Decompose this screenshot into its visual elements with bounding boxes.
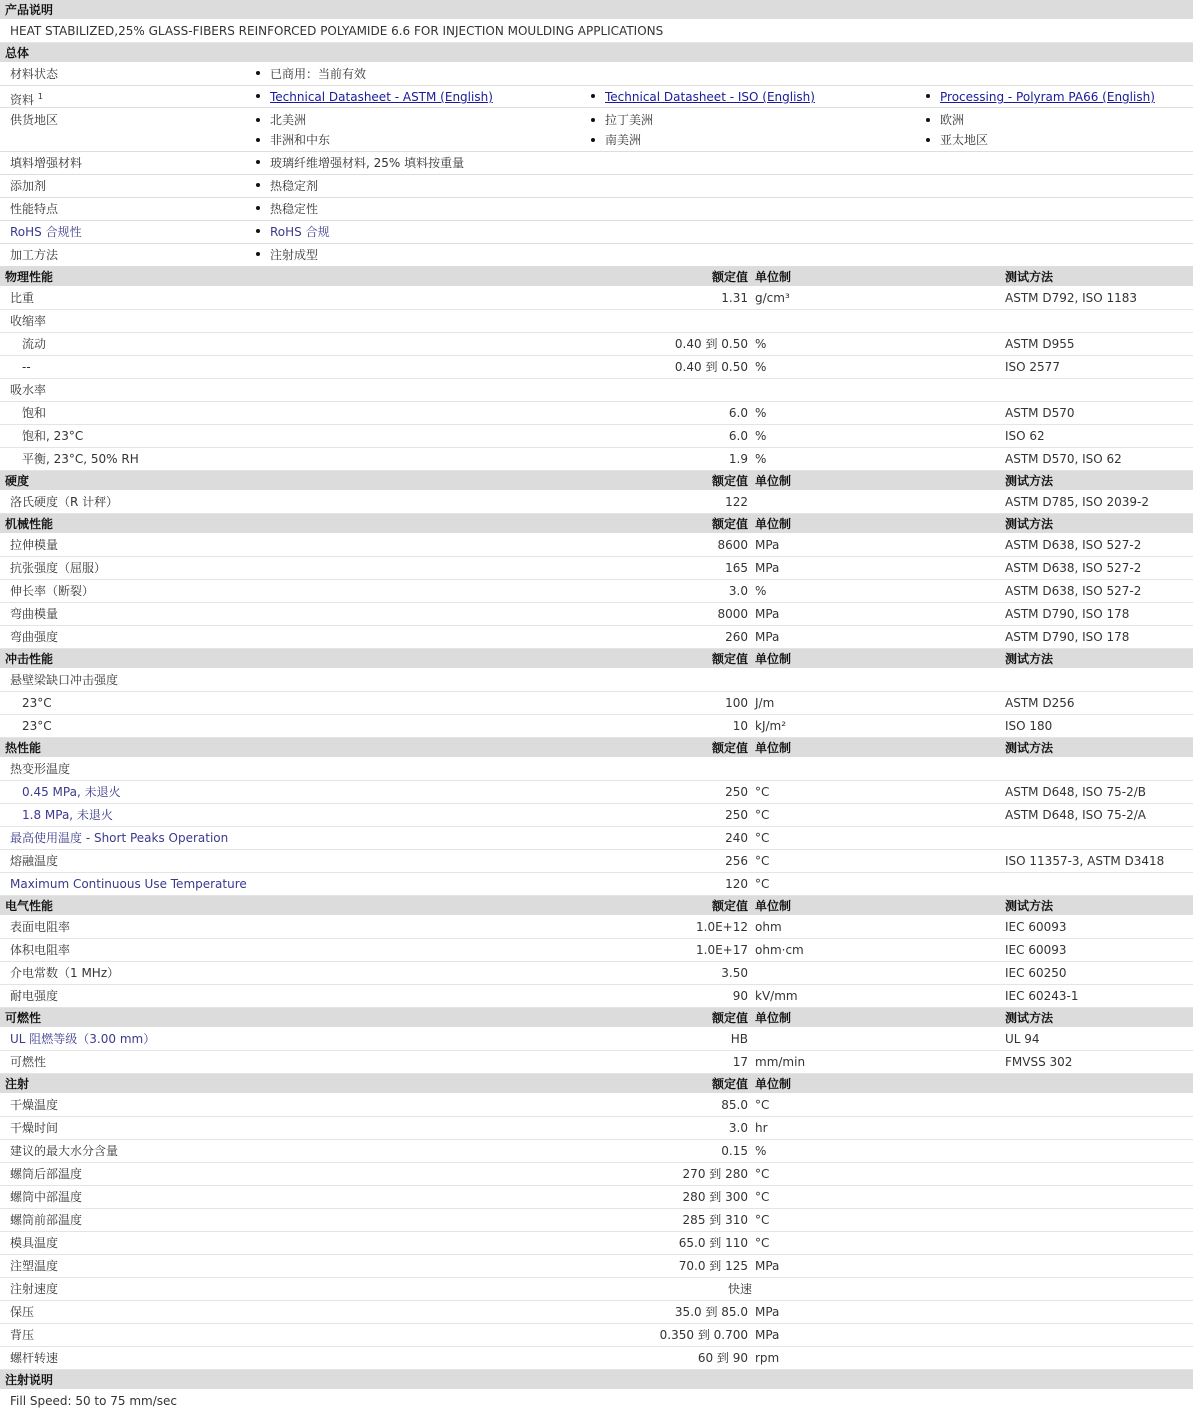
property-value: 65.0 到 110 xyxy=(678,1236,748,1250)
property-row xyxy=(0,1163,1193,1186)
processing-value: 注射成型 xyxy=(255,244,318,267)
label-text: 资料 xyxy=(10,93,35,107)
general-row-documents xyxy=(0,86,1193,108)
property-row xyxy=(0,1255,1193,1278)
property-value: 3.50 xyxy=(721,966,748,980)
section-title: 总体 xyxy=(5,46,30,60)
property-value: 1.0E+17 xyxy=(696,943,748,957)
unit-column-header: 单位制 xyxy=(755,652,792,666)
property-label: 弯曲强度 xyxy=(10,630,59,644)
section-header-injection-notes xyxy=(0,1370,1193,1390)
property-label: 0.45 MPa, 未退火 xyxy=(22,785,121,799)
value-column-header: 额定值 xyxy=(711,270,748,284)
property-row xyxy=(0,333,1193,356)
property-label: -- xyxy=(22,360,31,374)
footnote-marker: 1 xyxy=(37,92,43,101)
property-value: 6.0 xyxy=(728,429,748,443)
property-value: 1.0E+12 xyxy=(696,920,748,934)
property-unit: MPa xyxy=(755,607,780,621)
value-column-header: 额定值 xyxy=(711,474,748,488)
property-label: 拉伸模量 xyxy=(10,538,59,552)
property-value: 250 xyxy=(725,785,748,799)
property-row xyxy=(0,1324,1193,1347)
property-unit: °C xyxy=(755,877,770,891)
property-unit: °C xyxy=(755,1167,770,1181)
doc-link-iso[interactable]: Technical Datasheet - ISO (English) xyxy=(605,90,815,104)
property-row xyxy=(0,939,1193,962)
property-unit: % xyxy=(755,429,767,443)
general-row-availability xyxy=(0,108,1193,152)
property-label: 体积电阻率 xyxy=(10,943,71,957)
property-unit: rpm xyxy=(755,1351,780,1365)
property-row xyxy=(0,448,1193,471)
property-row xyxy=(0,985,1193,1008)
property-unit: ohm·cm xyxy=(755,943,804,957)
value-column-header: 额定值 xyxy=(711,517,748,531)
property-value: 280 到 300 xyxy=(682,1190,748,1204)
property-label: 比重 xyxy=(10,291,35,305)
property-row xyxy=(0,827,1193,850)
property-row xyxy=(0,287,1193,310)
row-label: 添加剂 xyxy=(10,179,47,193)
property-label: 螺筒前部温度 xyxy=(10,1213,83,1227)
property-value: 0.40 到 0.50 xyxy=(674,337,748,351)
property-unit: mm/min xyxy=(755,1055,806,1069)
value-column-header: 额定值 xyxy=(711,741,748,755)
property-row xyxy=(0,626,1193,649)
section-title: 电气性能 xyxy=(5,899,54,913)
features-value: 热稳定性 xyxy=(255,198,318,221)
property-value: 60 到 90 xyxy=(697,1351,748,1365)
doc-link-astm[interactable]: Technical Datasheet - ASTM (English) xyxy=(270,90,493,104)
property-value: 240 xyxy=(725,831,748,845)
property-value: 3.0 xyxy=(728,1121,748,1135)
property-unit: g/cm³ xyxy=(755,291,790,305)
property-value: 250 xyxy=(725,808,748,822)
property-value: 1.9 xyxy=(728,452,748,466)
method-column-header: 测试方法 xyxy=(1005,741,1054,755)
property-unit: MPa xyxy=(755,561,780,575)
property-group-row xyxy=(0,379,1193,402)
property-unit: % xyxy=(755,406,767,420)
property-label: Maximum Continuous Use Temperature xyxy=(10,877,247,891)
property-value: 17 xyxy=(732,1055,748,1069)
bullet-item xyxy=(590,86,815,108)
property-unit: °C xyxy=(755,1190,770,1204)
property-unit: °C xyxy=(755,808,770,822)
property-value: 0.350 到 0.700 xyxy=(659,1328,748,1342)
section-header-thermal xyxy=(0,738,1193,758)
property-row xyxy=(0,781,1193,804)
section-title: 注射 xyxy=(5,1077,30,1091)
property-row xyxy=(0,1117,1193,1140)
test-method: ASTM D256 xyxy=(1005,696,1075,710)
property-label: 干燥温度 xyxy=(10,1098,59,1112)
property-value: 260 xyxy=(725,630,748,644)
value-column-header: 额定值 xyxy=(711,1011,748,1025)
property-row xyxy=(0,1051,1193,1074)
unit-column-header: 单位制 xyxy=(755,1077,792,1091)
property-label: 最高使用温度 - Short Peaks Operation xyxy=(10,831,229,845)
method-column-header: 测试方法 xyxy=(1005,474,1054,488)
section-header-mechanical xyxy=(0,514,1193,534)
property-unit: MPa xyxy=(755,1259,780,1273)
property-label: 饱和 xyxy=(22,406,47,420)
region-item: 南美洲 xyxy=(590,130,641,150)
property-unit: hr xyxy=(755,1121,768,1135)
property-unit: kV/mm xyxy=(755,989,798,1003)
test-method: ASTM D955 xyxy=(1005,337,1075,351)
property-row xyxy=(0,850,1193,873)
test-method: ISO 11357-3, ASTM D3418 xyxy=(1005,854,1165,868)
property-row xyxy=(0,534,1193,557)
method-column-header: 测试方法 xyxy=(1005,652,1054,666)
property-label: 可燃性 xyxy=(10,1055,47,1069)
property-row xyxy=(0,1301,1193,1324)
property-value: 120 xyxy=(725,877,748,891)
property-row xyxy=(0,1209,1193,1232)
property-unit: MPa xyxy=(755,630,780,644)
property-unit: % xyxy=(755,452,767,466)
property-row xyxy=(0,557,1193,580)
property-row xyxy=(0,715,1193,738)
test-method: ASTM D570, ISO 62 xyxy=(1005,452,1122,466)
property-row xyxy=(0,692,1193,715)
property-value: 270 到 280 xyxy=(682,1167,748,1181)
section-header-physical xyxy=(0,267,1193,287)
property-value: 8000 xyxy=(717,607,748,621)
unit-column-header: 单位制 xyxy=(755,1011,792,1025)
test-method: ASTM D790, ISO 178 xyxy=(1005,607,1130,621)
property-label: 注塑温度 xyxy=(10,1259,59,1273)
section-title: 热性能 xyxy=(5,741,42,755)
row-label: 材料状态 xyxy=(10,67,59,81)
property-row xyxy=(0,356,1193,379)
property-label: 螺筒中部温度 xyxy=(10,1190,83,1204)
rohs-value: RoHS 合规 xyxy=(255,221,330,244)
property-label: 熔融温度 xyxy=(10,854,59,868)
property-unit: ohm xyxy=(755,920,782,934)
bullet-item xyxy=(255,86,493,108)
property-unit: % xyxy=(755,584,767,598)
property-group-row xyxy=(0,310,1193,333)
property-row xyxy=(0,1347,1193,1370)
unit-column-header: 单位制 xyxy=(755,517,792,531)
test-method: ISO 180 xyxy=(1005,719,1053,733)
region-item: 欧洲 xyxy=(925,110,964,130)
property-row xyxy=(0,1232,1193,1255)
bullet-item xyxy=(925,86,1155,108)
test-method: IEC 60093 xyxy=(1005,943,1067,957)
test-method: ASTM D790, ISO 178 xyxy=(1005,630,1130,644)
property-value: 快速 xyxy=(727,1282,752,1296)
test-method: ASTM D638, ISO 527-2 xyxy=(1005,538,1142,552)
property-row xyxy=(0,580,1193,603)
property-label: 模具温度 xyxy=(10,1236,59,1250)
property-label: 抗张强度（屈服） xyxy=(10,561,107,575)
test-method: ISO 62 xyxy=(1005,429,1045,443)
doc-link-processing[interactable]: Processing - Polyram PA66 (English) xyxy=(940,90,1155,104)
property-row xyxy=(0,425,1193,448)
property-label: 23°C xyxy=(22,696,52,710)
property-label: 干燥时间 xyxy=(10,1121,59,1135)
property-row xyxy=(0,1028,1193,1051)
property-unit: °C xyxy=(755,1098,770,1112)
property-label: 弯曲模量 xyxy=(10,607,59,621)
method-column-header: 测试方法 xyxy=(1005,270,1054,284)
property-label: 注射速度 xyxy=(10,1282,59,1296)
test-method: ASTM D648, ISO 75-2/A xyxy=(1005,808,1146,822)
property-unit: °C xyxy=(755,785,770,799)
property-value: 0.15 xyxy=(721,1144,748,1158)
property-unit: % xyxy=(755,337,767,351)
property-label: 表面电阻率 xyxy=(10,920,71,934)
property-row xyxy=(0,962,1193,985)
property-label: 背压 xyxy=(10,1328,35,1342)
general-row-processing xyxy=(0,244,1193,267)
general-row-status xyxy=(0,63,1193,86)
unit-column-header: 单位制 xyxy=(755,899,792,913)
general-row-filler xyxy=(0,152,1193,175)
property-label: 伸长率（断裂） xyxy=(10,584,95,598)
property-label: 热变形温度 xyxy=(10,762,71,776)
property-value: 1.31 xyxy=(721,291,748,305)
value-column-header: 额定值 xyxy=(711,652,748,666)
section-header-flammability xyxy=(0,1008,1193,1028)
property-unit: °C xyxy=(755,1213,770,1227)
row-label: 性能特点 xyxy=(10,202,59,216)
row-label: 填料增强材料 xyxy=(10,156,83,170)
property-label: 保压 xyxy=(10,1305,35,1319)
property-label: 饱和, 23°C xyxy=(22,429,84,443)
property-group-row xyxy=(0,669,1193,692)
section-header-general xyxy=(0,43,1193,63)
property-value: 122 xyxy=(725,495,748,509)
property-value: 70.0 到 125 xyxy=(678,1259,748,1273)
section-title: 产品说明 xyxy=(5,3,54,17)
section-header-impact xyxy=(0,649,1193,669)
property-value: 10 xyxy=(732,719,748,733)
property-label: 收缩率 xyxy=(10,314,47,328)
test-method: IEC 60250 xyxy=(1005,966,1067,980)
property-unit: °C xyxy=(755,831,770,845)
property-label: 螺筒后部温度 xyxy=(10,1167,83,1181)
property-label: 建议的最大水分含量 xyxy=(10,1144,119,1158)
row-label: 供货地区 xyxy=(10,113,59,127)
property-value: 100 xyxy=(725,696,748,710)
property-value: 165 xyxy=(725,561,748,575)
property-label: 悬壁梁缺口冲击强度 xyxy=(10,673,119,687)
region-item: 北美洲 xyxy=(255,110,306,130)
property-unit: J/m xyxy=(755,696,775,710)
test-method: ASTM D792, ISO 1183 xyxy=(1005,291,1138,305)
property-row xyxy=(0,804,1193,827)
property-value: 90 xyxy=(732,989,748,1003)
property-label: 吸水率 xyxy=(10,383,47,397)
property-value: 85.0 xyxy=(721,1098,748,1112)
property-group-row xyxy=(0,758,1193,781)
property-row xyxy=(0,873,1193,896)
region-item: 亚太地区 xyxy=(925,130,988,150)
property-unit: °C xyxy=(755,854,770,868)
section-title: 硬度 xyxy=(5,474,30,488)
test-method: IEC 60243-1 xyxy=(1005,989,1079,1003)
additive-value: 热稳定剂 xyxy=(255,175,318,198)
property-label: 耐电强度 xyxy=(10,989,59,1003)
property-label: 1.8 MPa, 未退火 xyxy=(22,808,113,822)
section-header-injection xyxy=(0,1074,1193,1094)
unit-column-header: 单位制 xyxy=(755,741,792,755)
method-column-header: 测试方法 xyxy=(1005,517,1054,531)
test-method: IEC 60093 xyxy=(1005,920,1067,934)
property-label: 流动 xyxy=(22,337,47,351)
unit-column-header: 单位制 xyxy=(755,270,792,284)
property-unit: MPa xyxy=(755,1328,780,1342)
region-item: 拉丁美洲 xyxy=(590,110,653,130)
section-header-electrical xyxy=(0,896,1193,916)
test-method: ASTM D638, ISO 527-2 xyxy=(1005,584,1142,598)
section-title: 机械性能 xyxy=(5,517,54,531)
property-unit: % xyxy=(755,1144,767,1158)
property-row xyxy=(0,1094,1193,1117)
status-value: 已商用：当前有效 xyxy=(255,63,366,86)
property-label: 介电常数（1 MHz） xyxy=(10,966,120,980)
test-method: ASTM D648, ISO 75-2/B xyxy=(1005,785,1147,799)
property-value: 0.40 到 0.50 xyxy=(674,360,748,374)
property-value: 285 到 310 xyxy=(682,1213,748,1227)
property-row xyxy=(0,1278,1193,1301)
property-row xyxy=(0,916,1193,939)
property-unit: % xyxy=(755,360,767,374)
property-row xyxy=(0,402,1193,425)
general-row-rohs xyxy=(0,221,1193,244)
unit-column-header: 单位制 xyxy=(755,474,792,488)
property-unit: MPa xyxy=(755,538,780,552)
value-column-header: 额定值 xyxy=(711,1077,748,1091)
method-column-header: 测试方法 xyxy=(1005,1011,1054,1025)
test-method: ASTM D785, ISO 2039-2 xyxy=(1005,495,1150,509)
property-label: 23°C xyxy=(22,719,52,733)
property-unit: MPa xyxy=(755,1305,780,1319)
test-method: ASTM D570 xyxy=(1005,406,1075,420)
property-value: HB xyxy=(730,1032,748,1046)
property-value: 6.0 xyxy=(728,406,748,420)
row-label: RoHS 合规性 xyxy=(10,225,82,239)
property-row xyxy=(0,1186,1193,1209)
property-row xyxy=(0,603,1193,626)
section-title: 注射说明 xyxy=(5,1373,54,1387)
section-title: 物理性能 xyxy=(5,270,54,284)
region-item: 非洲和中东 xyxy=(255,130,330,150)
section-header-hardness xyxy=(0,471,1193,491)
section-header-product xyxy=(0,0,1193,20)
section-title: 冲击性能 xyxy=(5,652,54,666)
filler-value: 玻璃纤维增强材料, 25% 填料按重量 xyxy=(255,152,464,175)
test-method: UL 94 xyxy=(1005,1032,1040,1046)
method-column-header: 测试方法 xyxy=(1005,899,1054,913)
general-row-features xyxy=(0,198,1193,221)
test-method: ASTM D638, ISO 527-2 xyxy=(1005,561,1142,575)
property-label: UL 阻燃等级（3.00 mm） xyxy=(10,1032,156,1046)
property-label: 螺杆转速 xyxy=(10,1351,59,1365)
row-label: 加工方法 xyxy=(10,248,59,262)
property-unit: °C xyxy=(755,1236,770,1250)
general-row-additive xyxy=(0,175,1193,198)
product-description-row xyxy=(0,20,1193,43)
property-value: 256 xyxy=(725,854,748,868)
property-value: 35.0 到 85.0 xyxy=(674,1305,748,1319)
product-description: HEAT STABILIZED,25% GLASS-FIBERS REINFORCED POLYAMIDE 6.6 FOR INJECTION MOULDING APPLICATIONS xyxy=(10,24,664,38)
injection-note-text: Fill Speed: 50 to 75 mm/sec xyxy=(10,1394,178,1408)
property-label: 洛氏硬度（R 计秤） xyxy=(10,495,119,509)
property-value: 3.0 xyxy=(728,584,748,598)
property-value: 8600 xyxy=(717,538,748,552)
section-title: 可燃性 xyxy=(5,1011,42,1025)
test-method: ISO 2577 xyxy=(1005,360,1060,374)
property-unit: kJ/m² xyxy=(755,719,787,733)
property-row xyxy=(0,491,1193,514)
property-label: 平衡, 23°C, 50% RH xyxy=(22,452,139,466)
value-column-header: 额定值 xyxy=(711,899,748,913)
test-method: FMVSS 302 xyxy=(1005,1055,1073,1069)
property-row xyxy=(0,1140,1193,1163)
